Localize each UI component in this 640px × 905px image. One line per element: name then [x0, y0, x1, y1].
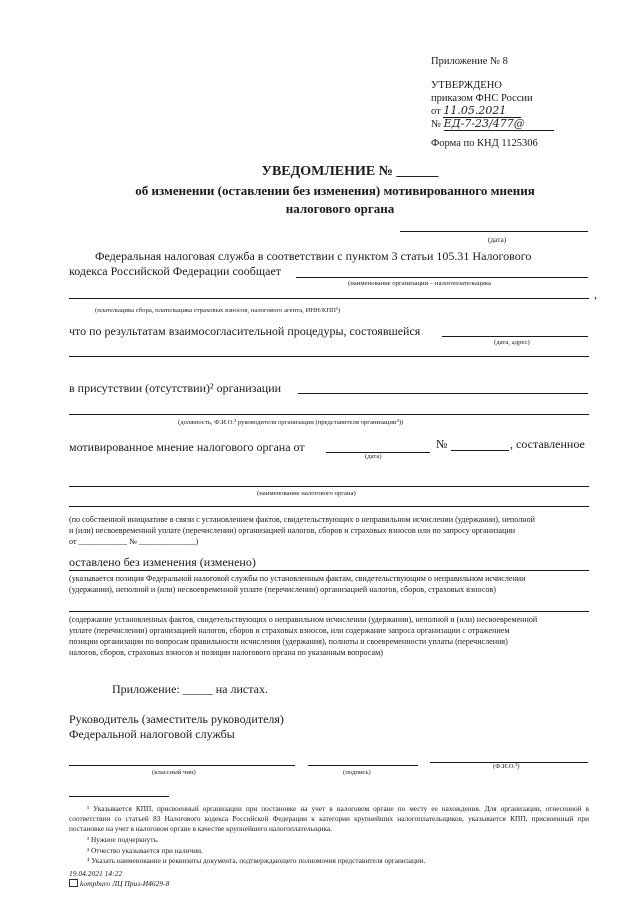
presence-text: в присутствии (отсутствии)² организации: [69, 381, 282, 395]
content-line4: налогов, сборов, страховых взносов и позиции налогового органа по указанным вопросам): [69, 648, 383, 657]
class-rank-caption: (классный чин): [152, 769, 196, 776]
fns-position-line2: (удержании), неполной и (или) несвоевременной уплате (перечислении) организацией налогов, сборов, страховых взносов): [69, 585, 496, 594]
date-caption: (дата): [488, 235, 507, 244]
footnote-separator: [69, 796, 169, 797]
opinion-compiled: , составленное: [510, 437, 585, 451]
content-line3: позиции организации по вопросам правильности исчисления (удержания), полноты и своевременности уплаты (перечисления): [69, 637, 508, 646]
order-date: [431, 104, 521, 118]
footnote-3: ³ Отчество указывается при наличии.: [87, 846, 203, 855]
approved-label: УТВЕРЖДЕНО: [431, 80, 502, 91]
class-rank-line: [69, 765, 295, 766]
content-line: [69, 611, 589, 612]
opinion-no-line: [451, 450, 509, 451]
procedure-line2: [69, 356, 589, 357]
intro-line1: Федеральная налоговая служба в соответствии с пунктом 3 статьи 105.31 Налогового: [95, 249, 532, 263]
signature-caption: (подпись): [343, 769, 371, 776]
form-code: Форма по КНД 1125306: [431, 138, 538, 149]
print-source: [69, 879, 169, 888]
presence-line2: [69, 414, 589, 415]
footnote-1: ¹ Указывается КПП, присвоенный организации при постановке на учет в налоговом органе по месту ее нахождения. Для организации, отнесенной в соответствии со статьей 83 Налогового кодекса Российской Федерации к категории крупнейших налогоплательщиков, указывается КПП, присвоенный при постановке на учет в налоговом органе в качестве крупнейшего налогоплательщика.: [69, 804, 589, 833]
date-address-caption: (дата, адрес): [494, 339, 530, 346]
intro-line2: кодекса Российской Федерации сообщает: [69, 264, 282, 278]
tax-authority-line: [69, 486, 589, 487]
content-caption: [69, 614, 589, 658]
own-initiative-line3: от ____________ № ______________): [69, 537, 199, 546]
left-unchanged-text: оставлено без изменения (изменено): [69, 555, 256, 569]
opinion-no-sign: №: [436, 437, 448, 451]
footnote-2: ² Нужное подчеркнуть.: [87, 835, 159, 844]
content-line1: (содержание установленных фактов, свидетельствующих о неправильном исчислении (удержании), неполной и (или) несвоевременной: [69, 615, 538, 624]
position-caption: (должность, Ф.И.О.³ руководителя организации (представителя организации⁴)): [178, 419, 404, 426]
payer-comma: ,: [594, 287, 597, 301]
presence-line: [298, 393, 588, 394]
title-line2: об изменении (оставлении без изменения) мотивированного мнения: [135, 183, 535, 198]
head-line1: Руководитель (заместитель руководителя): [69, 712, 284, 726]
order-number: [431, 117, 554, 131]
own-initiative-line2: и (или) несвоевременной уплате (перечислении) организацией налогов, сборов и страховых взносов или по запросу организации: [69, 526, 516, 535]
date-line: [400, 231, 588, 232]
own-initiative-line: [69, 506, 589, 507]
fns-position-caption: [69, 573, 589, 595]
own-initiative-line1: (по собственной инициативе в связи с установлением фактов, свидетельствующих о неправильном исчислении (удержании), неполной: [69, 515, 535, 524]
payer-caption: (плательщика сбора, плательщика страховых взносов, налогового агента, ИНН/КПП¹): [95, 307, 341, 314]
procedure-line: [442, 336, 588, 337]
fns-position-line1: (указывается позиция Федеральной налоговой службы по установленным фактам, свидетельствующим о неправильном исчислении: [69, 574, 526, 583]
left-unchanged-line: [69, 570, 589, 571]
fio-caption: (Ф.И.О.³): [493, 763, 520, 770]
title-line1: УВЕДОМЛЕНИЕ № ______: [261, 164, 439, 179]
content-line2: уплате (перечислении) организацией налогов, сборов и страховых взносов, или содержание запроса организации с отражением: [69, 626, 510, 635]
org-name-line: [296, 277, 588, 278]
opinion-date-caption: (дата): [365, 453, 382, 460]
head-line2: Федеральной налоговой службы: [69, 727, 235, 741]
order-date-handwritten: 11.05.2021: [443, 104, 521, 118]
print-source-text: kompburo ЛЦ Приз-И4629-8: [80, 879, 170, 888]
order-date-prefix: от: [431, 106, 441, 117]
payer-line: [69, 298, 589, 299]
order-number-handwritten: ЕД-7-23/477@: [444, 117, 554, 131]
order-by: приказом ФНС России: [431, 93, 533, 104]
attachment-text: Приложение: _____ на листах.: [112, 682, 268, 696]
tax-authority-caption: (наименование налогового органа): [257, 490, 356, 497]
print-datetime: 19.04.2021 14:22: [69, 869, 123, 878]
footnote-4: ⁴ Указать наименование и реквизиты документа, подтверждающего полномочия представителя организации.: [87, 856, 426, 865]
own-initiative-caption: [69, 514, 589, 547]
org-name-caption: (наименование организации – налогоплательщика: [348, 280, 491, 287]
procedure-text: что по результатам взаимосогласительной процедуры, состоявшейся: [69, 324, 421, 338]
signature-line: [308, 765, 418, 766]
title-line3: налогового органа: [285, 201, 395, 216]
order-number-prefix: №: [431, 119, 442, 130]
opinion-from: мотивированное мнение налогового органа от: [69, 440, 305, 454]
source-icon: [69, 879, 78, 887]
appendix-number: Приложение № 8: [431, 56, 508, 67]
